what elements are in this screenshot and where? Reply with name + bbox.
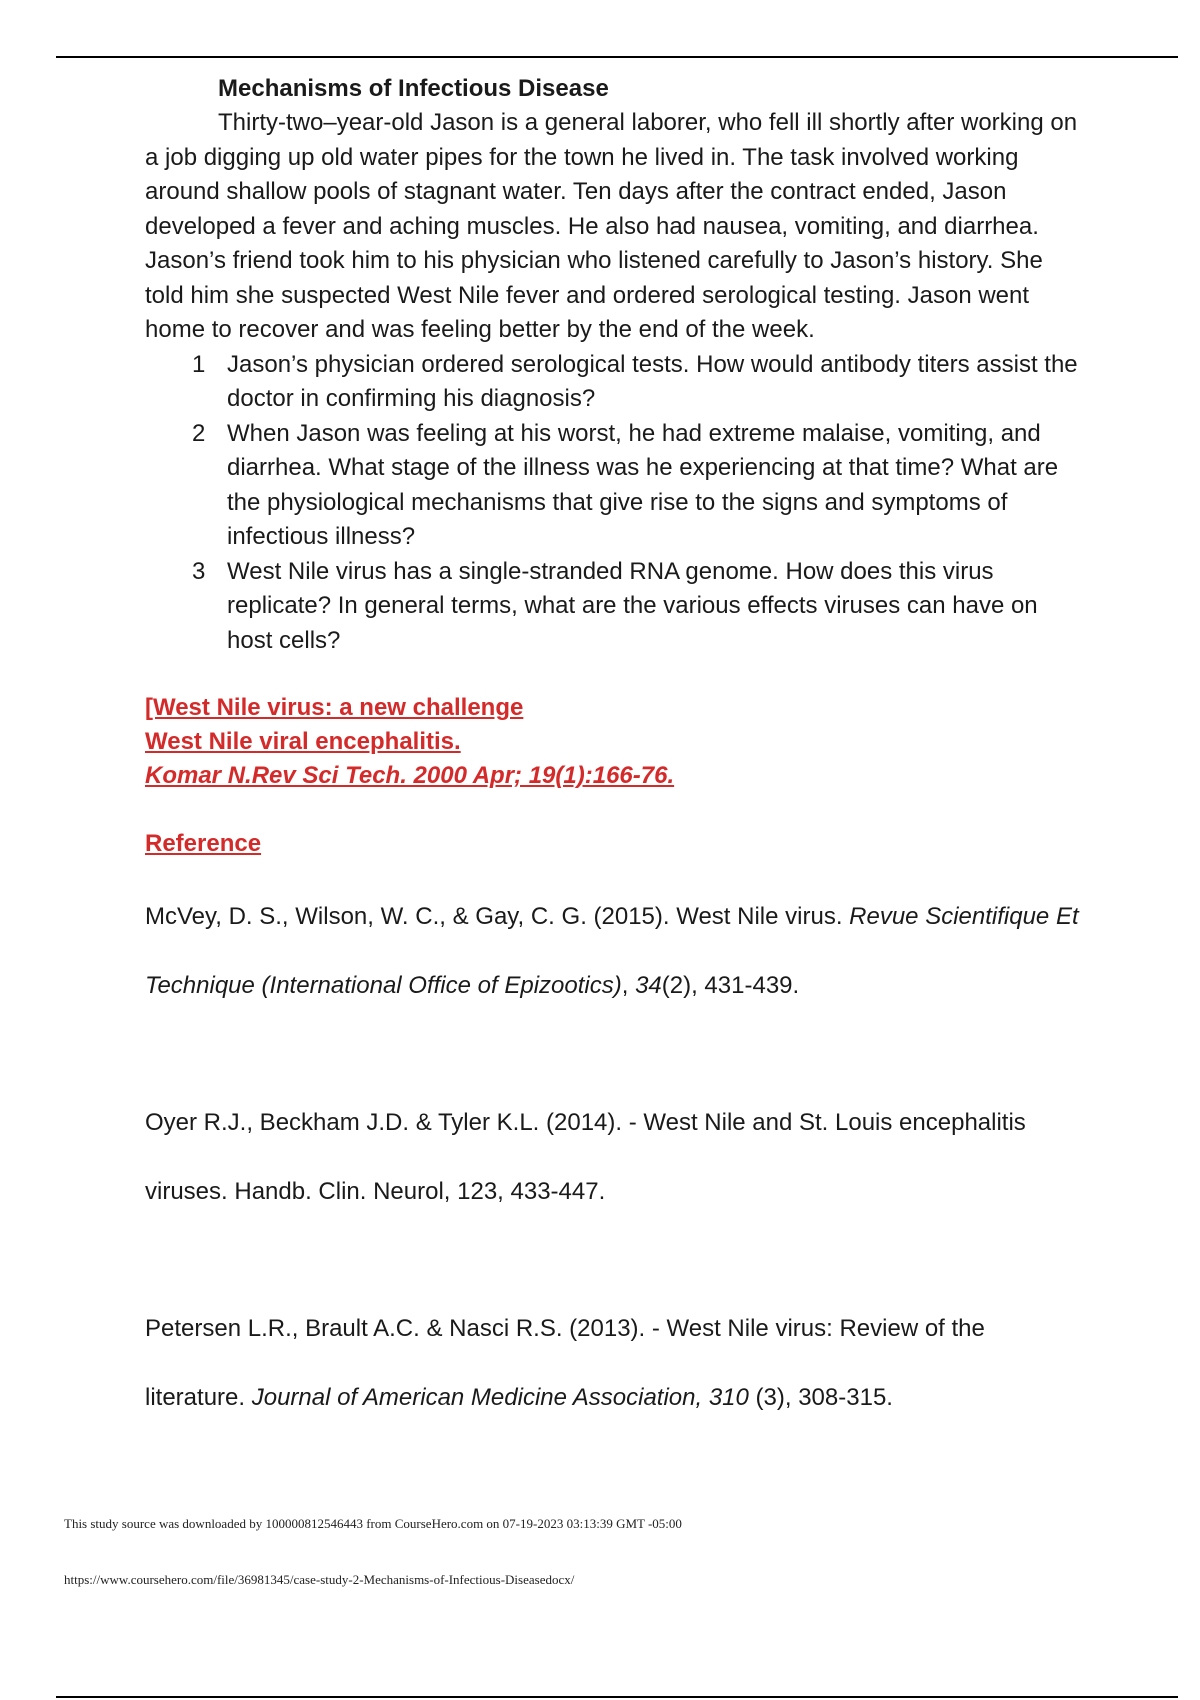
reference-1-volume: 34 [635,972,662,999]
question-item [145,348,1085,417]
question-text: When Jason was feeling at his worst, he had extreme malaise, vomiting, and diarrhea. What stage of the illness was he experiencing at that time? What are the physiological mechanisms that give rise to the signs and symptoms of infectious illness? [227,419,1059,550]
reference-entry-1 [145,882,1085,1020]
reference-entry-2: Oyer R.J., Beckham J.D. & Tyler K.L. (2014). - West Nile and St. Louis encephalitis viruses. Handb. Clin. Neurol, 123, 433-447. [145,1109,1026,1205]
source-link-title[interactable]: [West Nile virus: a new challenge [145,694,524,721]
top-rule [56,56,1178,58]
reference-1-pages: (2), 431-439. [661,972,800,999]
reference-3-journal: Journal of American Medicine Association, 310 [251,1384,749,1411]
question-number: 3 [192,557,206,585]
source-link-subtitle[interactable]: West Nile viral encephalitis. [145,728,461,755]
reference-3-pages: (3), 308-315. [748,1384,893,1411]
bottom-rule [56,1696,1178,1698]
source-link-citation[interactable]: Komar N.Rev Sci Tech. 2000 Apr; 19(1):166-76. [145,762,675,789]
document-body [145,72,1085,1432]
document-title: Mechanisms of Infectious Disease [218,75,609,102]
question-number: 1 [192,350,206,378]
reference-entry-3 [145,1294,1085,1432]
reference-1-journal: Revue Scientifique Et Technique (International Office of Epizootics) [145,903,1079,999]
question-text: Jason’s physician ordered serological tests. How would antibody titers assist the doctor in confirming his diagnosis? [227,350,1078,412]
reference-heading-block [145,827,1085,861]
reference-1-authors: McVey, D. S., Wilson, W. C., & Gay, C. G. (2015). West Nile virus. [145,903,850,930]
question-item [145,417,1085,555]
case-paragraph: Thirty-two–year-old Jason is a general laborer, who fell ill shortly after working on a job digging up old water pipes for the town he lived in. The task involved working around shallow pools of stagnant water. Ten days after the contract ended, Jason developed a fever and aching muscles. He also had nausea, vomiting, and diarrhea. Jason’s friend took him to his physician who listened carefully to Jason’s history. She told him she suspected West Nile fever and ordered serological testing. Jason went home to recover and was feeling better by the end of the week. [145,109,1078,343]
source-url[interactable]: https://www.coursehero.com/file/36981345/case-study-2-Mechanisms-of-Infectious-Diseasedocx/ [64,1572,575,1587]
question-text: West Nile virus has a single-stranded RNA genome. How does this virus replicate? In general terms, what are the various effects viruses can have on host cells? [227,557,1038,654]
source-links [145,691,1085,793]
question-number: 2 [192,419,206,447]
question-item [145,555,1085,659]
download-notice: This study source was downloaded by 100000812546443 from CourseHero.com on 07-19-2023 03:13:39 GMT -05:00 [64,1516,682,1531]
reference-1-separator: , [621,972,636,999]
question-list [145,348,1085,659]
reference-heading: Reference [145,830,262,857]
reference-3-authors: Petersen L.R., Brault A.C. & Nasci R.S. (2013). - West Nile virus: Review of the literature. [145,1315,985,1411]
